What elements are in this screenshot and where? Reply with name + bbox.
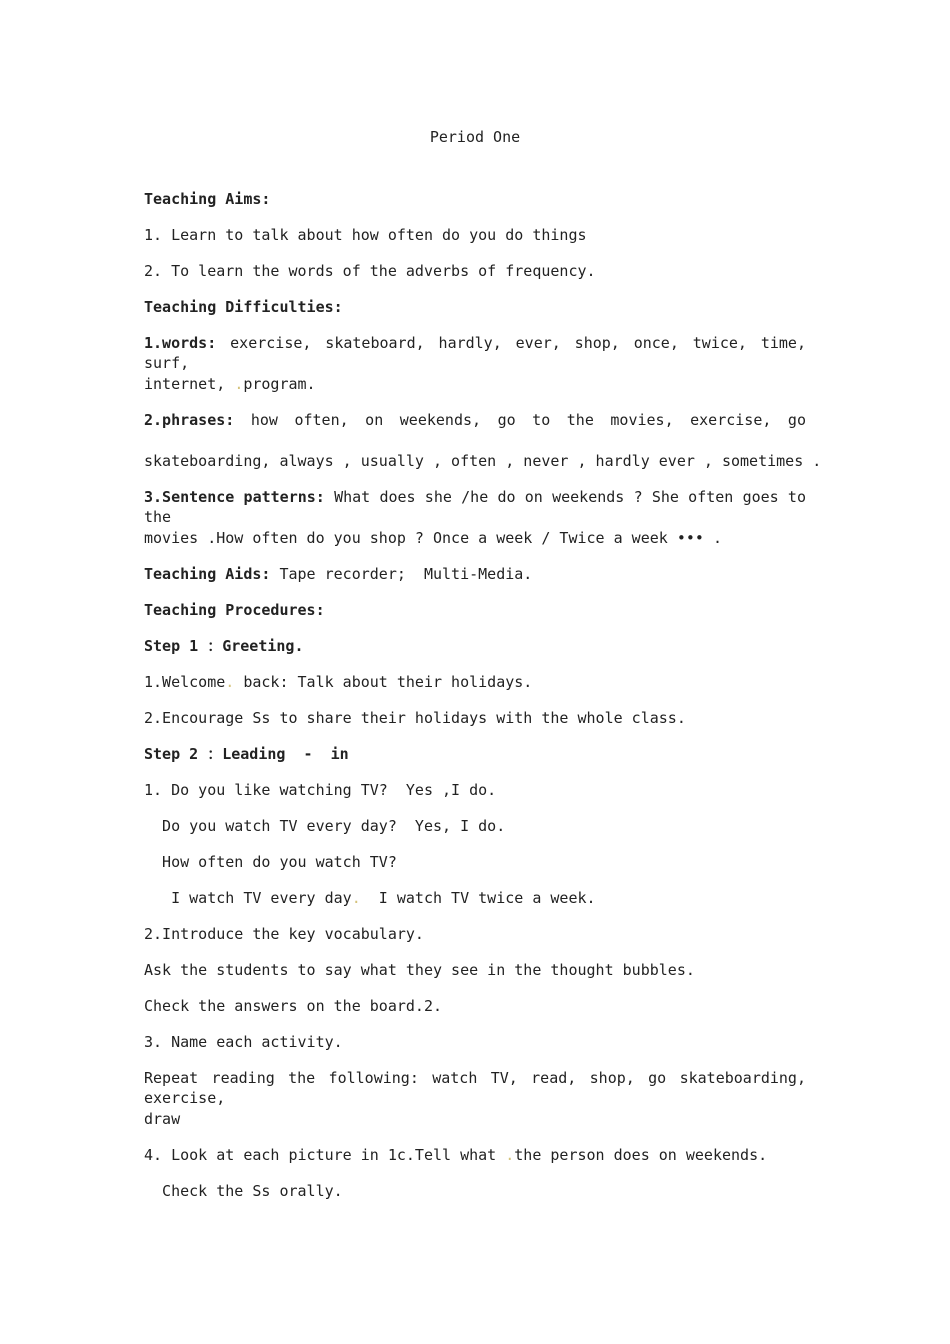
step1-line-1b: back: Talk about their holidays. bbox=[234, 673, 533, 691]
words-cont-b: program. bbox=[243, 375, 316, 393]
sentence-text: What does she /he do on weekends ? She often goes to the bbox=[144, 488, 806, 526]
words-line-cont bbox=[144, 374, 806, 394]
step2-line-5: 2.Introduce the key vocabulary. bbox=[144, 925, 424, 943]
step2-line-4b: I watch TV twice a week. bbox=[360, 889, 596, 907]
teaching-aids-line bbox=[144, 564, 806, 584]
stray-mark: . bbox=[505, 1146, 515, 1164]
step2-item-4 bbox=[144, 1145, 806, 1165]
repeat-line-cont: draw bbox=[144, 1110, 181, 1128]
step2-line-6: Ask the students to say what they see in the thought bubbles. bbox=[144, 961, 695, 979]
words-cont-a: internet, bbox=[144, 375, 235, 393]
teaching-procedures-heading: Teaching Procedures: bbox=[144, 601, 325, 619]
step1-heading: Step 1 ：Greeting. bbox=[144, 637, 304, 655]
step2-line-8: 3. Name each activity. bbox=[144, 1033, 343, 1051]
phrases-line bbox=[144, 410, 806, 430]
words-line bbox=[144, 333, 806, 372]
step2-line-1: 1. Do you like watching TV? Yes ,I do. bbox=[144, 781, 497, 799]
page-title: Period One bbox=[429, 128, 521, 146]
words-text: exercise, skateboard, hardly, ever, shop, once, twice, time, surf, bbox=[144, 334, 806, 372]
teaching-aims-heading: Teaching Aims: bbox=[144, 190, 271, 208]
teaching-difficulties-heading: Teaching Difficulties: bbox=[144, 298, 343, 316]
step2-line-7: Check the answers on the board.2. bbox=[144, 997, 443, 1015]
words-label: 1.words: bbox=[144, 334, 217, 352]
step2-line-4 bbox=[144, 888, 806, 908]
step2-line-3: How often do you watch TV? bbox=[144, 853, 397, 871]
sentence-label: 3.Sentence patterns: bbox=[144, 488, 325, 506]
aim-item-2: 2. To learn the words of the adverbs of frequency. bbox=[144, 262, 596, 280]
step1-line-2: 2.Encourage Ss to share their holidays with the whole class. bbox=[144, 709, 686, 727]
step2-heading: Step 2 ：Leading - in bbox=[144, 745, 349, 763]
step1-line-1a: 1.Welcome bbox=[144, 673, 226, 691]
stray-mark: . bbox=[234, 375, 244, 393]
sentence-line-cont: movies .How often do you shop ? Once a week / Twice a week ••• . bbox=[144, 529, 722, 547]
stray-mark: . bbox=[351, 889, 361, 907]
teaching-aids-label: Teaching Aids: bbox=[144, 565, 271, 583]
teaching-aids-text: Tape recorder; Multi-Media. bbox=[279, 565, 533, 583]
phrases-line-cont: skateboarding, always , usually , often , never , hardly ever , sometimes . bbox=[144, 452, 822, 470]
phrases-label: 2.phrases: bbox=[144, 411, 235, 429]
step1-line-1 bbox=[144, 672, 806, 692]
repeat-line: Repeat reading the following: watch TV, read, shop, go skateboarding, exercise, bbox=[144, 1069, 806, 1107]
sentence-line bbox=[144, 487, 806, 526]
aim-item-1: 1. Learn to talk about how often do you do things bbox=[144, 226, 587, 244]
phrases-text: how often, on weekends, go to the movies, exercise, go bbox=[250, 411, 806, 429]
stray-mark: . bbox=[225, 673, 235, 691]
step2-line-4a: I watch TV every day bbox=[144, 889, 352, 907]
step2-item-4-check: Check the Ss orally. bbox=[144, 1182, 343, 1200]
step2-line-2: Do you watch TV every day? Yes, I do. bbox=[144, 817, 506, 835]
step2-item-4a: 4. Look at each picture in 1c.Tell what bbox=[144, 1146, 506, 1164]
step2-item-4b: the person does on weekends. bbox=[514, 1146, 768, 1164]
